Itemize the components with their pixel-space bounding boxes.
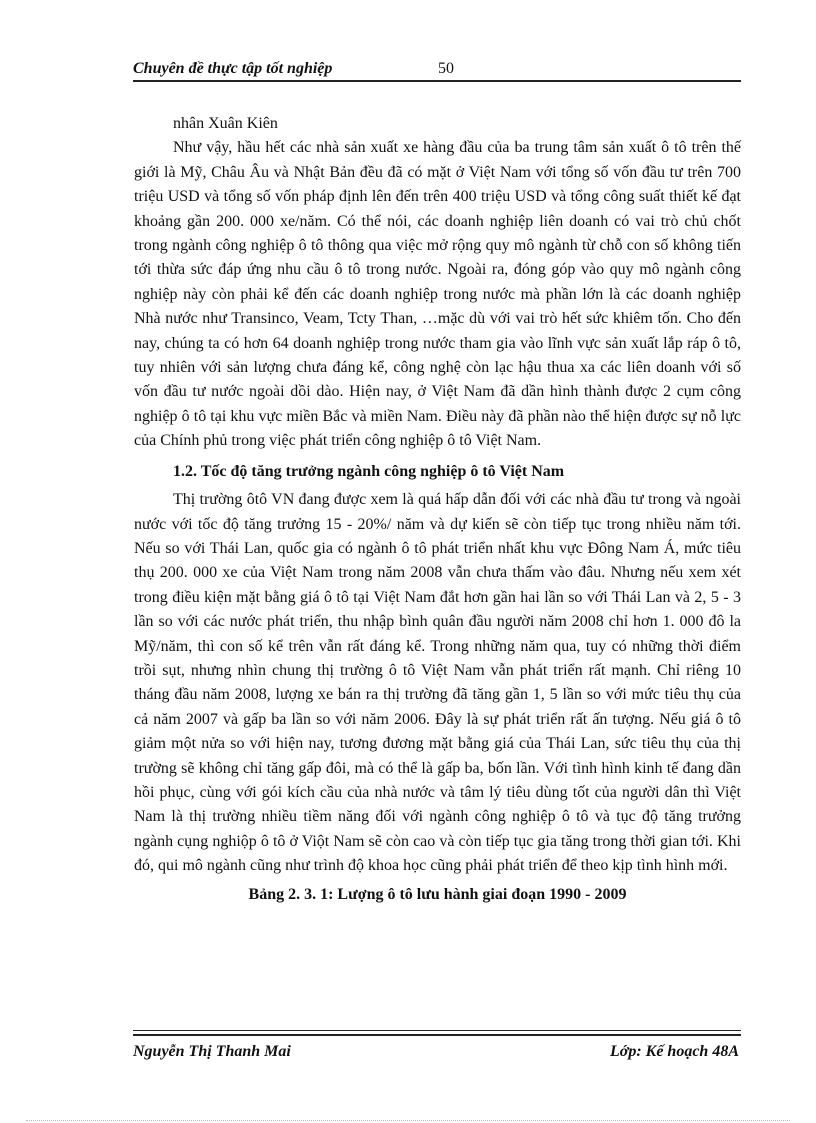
paragraph: Thị trường ôtô VN đang được xem là quá hấp dẫn đối với các nhà đầu tư trong và ngoài nước với tốc độ tăng trưởng 15 - 20%/ năm và dự kiến sẽ còn tiếp tục trong nhiều năm tới. Nếu so với Thái Lan, quốc gia có ngành ô tô phát triển nhất khu vực Đông Nam Á, mức tiêu thụ 200. 000 xe của Việt Nam trong năm 2008 vẫn chưa thấm vào đâu. Nhưng nếu xem xét trong điều kiện mặt bằng giá ô tô tại Việt Nam đắt hơn gần hai lần so với Thái Lan và 2, 5 - 3 lần so với các nước phát triển, thu nhập bình quân đầu người năm 2008 chỉ hơn 1. 000 đô la Mỹ/năm, thì con số kể trên vẫn rất đáng kể. Trong những năm qua, tuy có những thời điểm trồi sụt, nhưng nhìn chung thị trường ô tô Việt Nam vẫn phát triển rất mạnh. Chỉ riêng 10 tháng đầu năm 2008, lượng xe bán ra thị trường đã tăng gần 1, 5 lần so với mức tiêu thụ của cả năm 2007 và gấp ba lần so với năm 2006. Đây là sự phát triển rất ấn tượng. Nếu giá ô tô giảm một nửa so với hiện nay, tương đương mặt bằng giá của Thái Lan, sức tiêu thụ của thị trường sẽ không chỉ tăng gấp đôi, mà có thể là gấp ba, bốn lần. Với tình hình kinh tế đang dần hồi phục, cùng với gói kích cầu của nhà nước và tâm lý tiêu dùng tốt của người dân thì Việt Nam là thị trường nhiều tiềm năng đối với ngành công nghiệp ô tô và tục độ tăng trưởng ngành cụng nghiộp ô tô ở Viột Nam sẽ còn cao và còn tiếp tục gia tăng trong thời gian tới. Khi đó, qui mô ngành cũng như trình độ khoa học cũng phải phát triển để theo kịp tình hình mới. <box>134 491 741 875</box>
page-header <box>133 58 741 84</box>
document-title: Chuyên đề thực tập tốt nghiệp <box>133 60 333 77</box>
page-bottom-edge <box>26 1120 790 1121</box>
paragraph-continued: nhân Xuân Kiên <box>173 115 278 132</box>
document-body <box>134 112 741 907</box>
page-number: 50 <box>438 60 454 77</box>
footer-rule <box>133 1030 741 1031</box>
author-name: Nguyễn Thị Thanh Mai <box>133 1043 291 1060</box>
footer-rule-thick <box>133 1034 741 1036</box>
section-heading: 1.2. Tốc độ tăng trưởng ngành công nghiệp ô tô Việt Nam <box>173 462 565 480</box>
paragraph: Như vậy, hầu hết các nhà sản xuất xe hàng đầu của ba trung tâm sản xuất ô tô trên thế giới là Mỹ, Châu Âu và Nhật Bản đều đã có mặt ở Việt Nam với tổng số vốn đầu tư trên 700 triệu USD và tổng số vốn pháp định lên đến trên 400 triệu USD và tổng công suất thiết kế đạt khoảng gần 200. 000 xe/năm. Có thể nói, các doanh nghiệp liên doanh có vai trò chủ chốt trong ngành công nghiệp ô tô thông qua việc mở rộng quy mô ngành từ chỗ con số không tiến tới thừa sức đáp ứng nhu cầu ô tô trong nước. Ngoài ra, đóng góp vào quy mô ngành công nghiệp này còn phải kể đến các doanh nghiệp trong nước mà phần lớn là các doanh nghiệp Nhà nước như Transinco, Veam, Tcty Than, …mặc dù với vai trò hết sức khiêm tốn. Cho đến nay, chúng ta có hơn 64 doanh nghiệp trong nước tham gia vào lĩnh vực sản xuất lắp ráp ô tô, tuy nhiên với sản lượng chưa đáng kể, công nghệ còn lạc hậu thua xa các liên doanh với số vốn đầu tư nước ngoài dồi dào. Hiện nay, ở Việt Nam đã dần hình thành được 2 cụm công nghiệp ô tô tại khu vực miền Bắc và miền Nam. Điều này đã phần nào thể hiện được sự nỗ lực của Chính phủ trong việc phát triển công nghiệp ô tô Việt Nam. <box>134 139 741 450</box>
class-label: Lớp: Kế hoạch 48A <box>609 1043 739 1060</box>
header-rule <box>133 80 741 82</box>
table-caption: Bảng 2. 3. 1: Lượng ô tô lưu hành giai đoạn 1990 - 2009 <box>248 885 627 903</box>
page-footer <box>133 1030 741 1070</box>
